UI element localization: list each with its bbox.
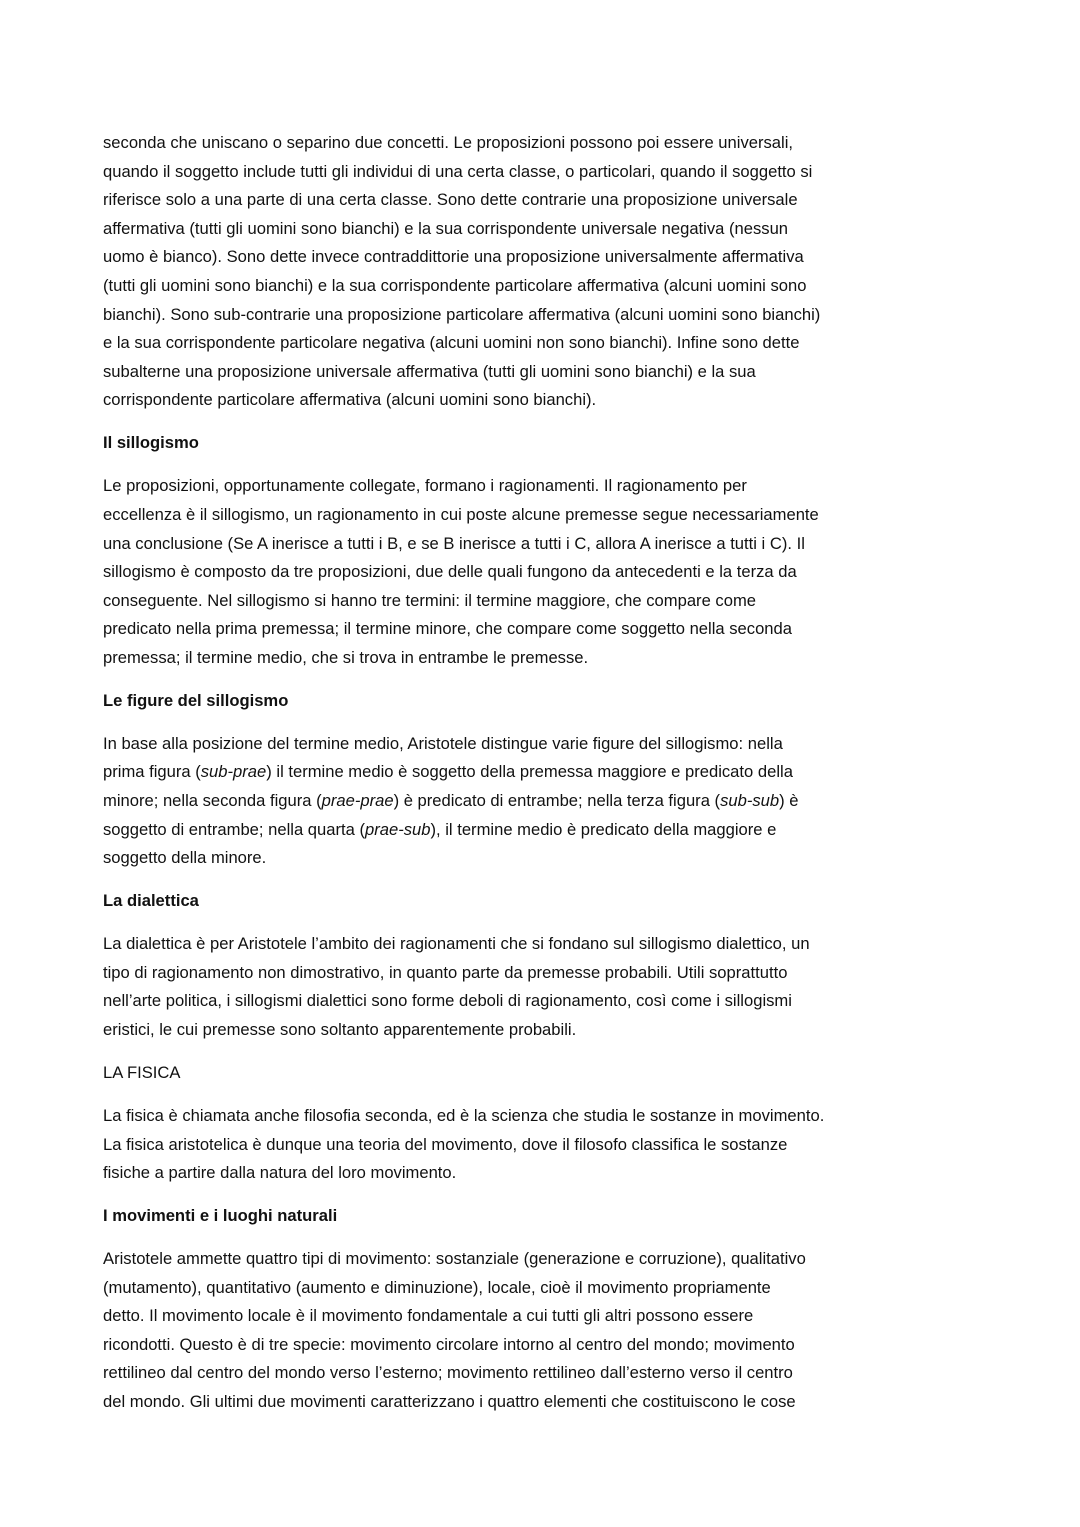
text-segment: ) il termine medio è soggetto della premessa maggiore e predicato della [266, 762, 793, 782]
text-line: e la sua corrispondente particolare negativa (alcuni uomini non sono bianchi). Infine sono dette [103, 333, 800, 353]
text-line: ricondotti. Questo è di tre specie: movimento circolare intorno al centro del mondo; movimento [103, 1334, 795, 1354]
text-line: (mutamento), quantitativo (aumento e diminuzione), locale, cioè il movimento propriamente [103, 1277, 771, 1297]
text-line: eccellenza è il sillogismo, un ragionamento in cui poste alcune premesse segue necessariamente [103, 504, 819, 524]
section-heading [103, 887, 983, 916]
text-line: sillogismo è composto da tre proposizioni, due delle quali fungono da antecedenti e la terza da [103, 562, 797, 582]
text-line: Le figure del sillogismo [103, 690, 289, 710]
text-line: tipo di ragionamento non dimostrativo, in quanto parte da premesse probabili. Utili soprattutto [103, 962, 788, 982]
paragraph [103, 1059, 983, 1088]
text-line [103, 758, 983, 787]
text-line: Il sillogismo [103, 433, 199, 453]
paragraph [103, 472, 983, 672]
text-line: rettilineo dal centro del mondo verso l’esterno; movimento rettilineo dall’esterno verso il centro [103, 1363, 793, 1383]
text-line: In base alla posizione del termine medio, Aristotele distingue varie figure del sillogismo: nella [103, 733, 783, 753]
text-line: predicato nella prima premessa; il termine minore, che compare come soggetto nella seconda [103, 619, 792, 639]
text-line: La dialettica [103, 891, 199, 911]
text-segment: minore; nella seconda figura ( [103, 791, 322, 811]
section-heading [103, 687, 983, 716]
paragraph [103, 1102, 983, 1188]
italic-term: sub-sub [720, 791, 780, 811]
text-line: una conclusione (Se A inerisce a tutti i B, e se B inerisce a tutti i C, allora A inerisce a tutti i C). Il [103, 533, 805, 553]
text-line: eristici, le cui premesse sono soltanto apparentemente probabili. [103, 1019, 577, 1039]
text-line: fisiche a partire dalla natura del loro movimento. [103, 1163, 457, 1183]
text-segment: ) è [779, 791, 799, 811]
text-line: I movimenti e i luoghi naturali [103, 1206, 338, 1226]
text-line: bianchi). Sono sub-contrarie una proposizione particolare affermativa (alcuni uomini sono bianchi) [103, 304, 821, 324]
text-line: Le proposizioni, opportunamente collegate, formano i ragionamenti. Il ragionamento per [103, 476, 747, 496]
text-line: quando il soggetto include tutti gli individui di una certa classe, o particolari, quando il soggetto si [103, 161, 813, 181]
paragraph [103, 1245, 983, 1417]
text-segment: soggetto di entrambe; nella quarta ( [103, 819, 365, 839]
text-line: Aristotele ammette quattro tipi di movimento: sostanziale (generazione e corruzione), qualitativo [103, 1249, 806, 1269]
text-line: soggetto della minore. [103, 848, 267, 868]
text-line: La fisica è chiamata anche filosofia seconda, ed è la scienza che studia le sostanze in movimento. [103, 1105, 825, 1125]
text-line [103, 787, 983, 816]
italic-term: sub-prae [200, 762, 267, 782]
text-line: detto. Il movimento locale è il movimento fondamentale a cui tutti gli altri possono essere [103, 1306, 754, 1326]
text-line: seconda che uniscano o separino due concetti. Le proposizioni possono poi essere universali, [103, 133, 794, 152]
text-line: affermativa (tutti gli uomini sono bianchi) e la sua corrispondente universale negativa (nessun [103, 218, 789, 238]
text-line: nell’arte politica, i sillogismi dialettici sono forme deboli di ragionamento, così come i sillogismi [103, 991, 792, 1011]
text-line: subalterne una proposizione universale affermativa (tutti gli uomini sono bianchi) e la sua [103, 361, 756, 381]
section-heading [103, 1202, 983, 1231]
text-line: del mondo. Gli ultimi due movimenti caratterizzano i quattro elementi che costituiscono le cose [103, 1392, 796, 1412]
paragraph [103, 930, 983, 1044]
paragraph [103, 129, 983, 415]
text-line: LA FISICA [103, 1062, 181, 1082]
text-line: riferisce solo a una parte di una certa classe. Sono dette contrarie una proposizione universale [103, 190, 798, 210]
text-segment: prima figura ( [103, 762, 201, 782]
text-segment: ) è predicato di entrambe; nella terza figura ( [393, 791, 721, 811]
text-line: premessa; il termine medio, che si trova in entrambe le premesse. [103, 647, 589, 667]
text-line: conseguente. Nel sillogismo si hanno tre termini: il termine maggiore, che compare come [103, 590, 756, 610]
paragraph [103, 730, 983, 873]
document-page [103, 129, 983, 1431]
italic-term: prae-sub [364, 819, 431, 839]
text-line [103, 816, 983, 845]
text-segment: ), il termine medio è predicato della maggiore e [430, 819, 777, 839]
text-line: La fisica aristotelica è dunque una teoria del movimento, dove il filosofo classifica le sostanze [103, 1134, 788, 1154]
text-line: corrispondente particolare affermativa (alcuni uomini sono bianchi). [103, 390, 597, 410]
italic-term: prae-prae [321, 791, 394, 811]
text-line: uomo è bianco). Sono dette invece contraddittorie una proposizione universalmente affermativa [103, 247, 804, 267]
text-line: La dialettica è per Aristotele l’ambito dei ragionamenti che si fondano sul sillogismo dialettico, un [103, 934, 810, 954]
text-line: (tutti gli uomini sono bianchi) e la sua corrispondente particolare affermativa (alcuni uomini sono [103, 275, 807, 295]
section-heading [103, 429, 983, 458]
